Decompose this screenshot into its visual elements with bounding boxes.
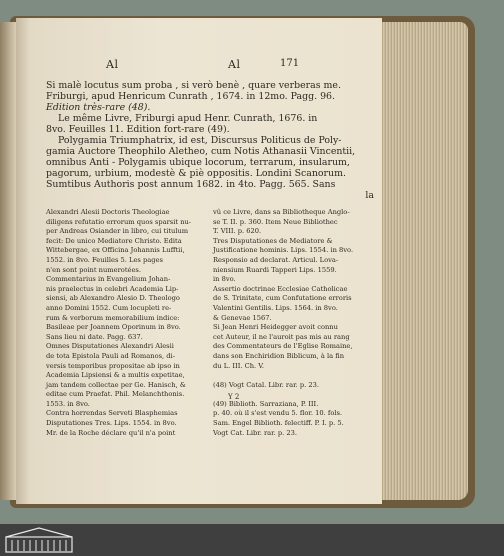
note-line: Omnes Disputationes Alexandri Alesii [46, 342, 174, 351]
note-line: de S. Trinitate, cum Confutatione erroris [213, 294, 352, 303]
note-line: diligens refutatio errorum quos sparsit nu- [46, 217, 192, 226]
text-line: 8vo. Feuilles 11. Edition fort-rare (49). [46, 124, 230, 135]
note-line: Mr. de la Roche déclare qu'il n'a point [46, 428, 176, 437]
text-line: Sumtibus Authoris post annum 1682. in 4to. Pagg. 565. Sans [46, 179, 336, 190]
note-line: Academia Lipsiensi & a multis expetitae, [46, 371, 185, 380]
note-line: Justificatione hominis. Lips. 1554. in 8vo. [213, 246, 354, 255]
note-line: Basileae per Joannem Oporinum in 8vo. [46, 323, 181, 332]
note-line: Commentarius in Evangelium Johan- [46, 275, 171, 284]
note-line [213, 371, 381, 381]
note-line: Contra horrendas Serveti Blasphemias [46, 409, 178, 418]
text-line: Friburgi, apud Henricum Cunrath , 1674. in 12mo. Pagg. 96. [46, 91, 335, 102]
note-line: Vogt Cat. Libr. rar. p. 23. [213, 428, 298, 437]
page-edges [378, 22, 468, 500]
footer-bar [0, 524, 504, 556]
notes-column-right [213, 208, 381, 438]
note-line: anno Domini 1552. Cum locupleti re- [46, 303, 172, 312]
note-line: Tres Disputationes de Mediatore & [213, 236, 333, 245]
note-line: per Andreas Osiander in libro, cui titulum [46, 227, 189, 236]
note-line: 1553. in 8vo. [46, 399, 90, 408]
note-line: jam tandem collectae per Ge. Hanisch, & [46, 380, 186, 389]
note-line: cet Auteur, il ne l'auroit pas mis au rang [213, 332, 350, 341]
note-line: p. 40. où il s'est vendu 5. flor. 10. fols. [213, 409, 343, 418]
text-line: pagorum, urbium, modestè & piè oppositis. Londini Scanorum. [46, 168, 346, 179]
note-line: niensium Ruardi Tapperi Lips. 1559. [213, 265, 337, 274]
note-line: n'en sont point numerotées. [46, 265, 141, 274]
text-line: Le même Livre, Friburgi apud Henr. Cunrath, 1676. in [58, 113, 318, 124]
note-line: de tota Epistola Pauli ad Romanos, di- [46, 351, 175, 360]
note-line: Sans lieu ni date. Pagg. 637. [46, 332, 143, 341]
running-head-left: Al [106, 58, 119, 71]
note-line: 1552. in 8vo. Feuilles 5. Les pages [46, 255, 163, 264]
running-head-right: Al [228, 58, 241, 71]
note-line: siensi, ab Alexandro Alesio D. Theologo [46, 294, 180, 303]
left-page-edge [0, 22, 16, 500]
note-line: editae cum Praefat. Phil. Melanchthonis. [46, 390, 185, 399]
note-line: & Genevae 1567. [213, 313, 272, 322]
note-line: nis praelectus in celebri Academia Lip- [46, 284, 179, 293]
text-line: gamia Auctore Theophilo Aletheo, cum Notis Athanasii Vincentii, [46, 146, 356, 157]
note-line: des Commentateurs de l'Eglise Romaine, [213, 342, 353, 351]
note-line: vû ce Livre, dans sa Bibliotheque Anglo- [213, 208, 350, 216]
note-line: Alexandri Alesii Doctoris Theologiae [46, 208, 170, 216]
book-page [16, 18, 382, 504]
catchword: la [365, 190, 374, 201]
text-line: Edition très-rare (48). [46, 102, 151, 113]
text-line: Si malè locutus sum proba , si verò benè , quare verberas me. [46, 80, 341, 91]
page-number: 171 [280, 58, 300, 69]
note-line: T. VIII. p. 620. [213, 227, 262, 236]
signature-mark: Y 2 [228, 393, 240, 401]
note-line: Disputationes Tres. Lips. 1554. in 8vo. [46, 419, 177, 428]
text-line: omnibus Anti - Polygamis ubique locorum, terrarum, insularum, [46, 157, 350, 168]
note-line: versis temporibus propositae ab ipso in [46, 361, 180, 370]
note-line: Sam. Engel Biblioth. felectiff. P. I. p. 5. [213, 419, 344, 428]
note-line: Assertio doctrinae Ecclesiae Catholicae [213, 284, 348, 293]
note-line: dans son Enchiridion Biblicum, à la fin [213, 351, 345, 360]
note-line: in 8vo. [213, 275, 236, 284]
note-line: fecit: De unico Mediatore Christo. Edita [46, 236, 182, 245]
note-line: Responsio ad declarat. Articul. Lova- [213, 255, 339, 264]
note-line: (48) Vogt Catal. Libr. rar. p. 23. [213, 380, 319, 389]
note-line: Valentini Gentilis. Lips. 1564. in 8vo. [213, 303, 338, 312]
note-line: du L. III. Ch. V. [213, 361, 265, 370]
note-line: Si Jean Henri Heidegger avoit connu [213, 323, 338, 332]
notes-column-left [46, 208, 206, 438]
note-line: se T. II. p. 360. Item Neue Bibliothec [213, 217, 338, 226]
main-text [46, 80, 380, 201]
note-line: Wittebergae, ex Officina Johannis Lufftii, [46, 246, 185, 255]
note-line: (49) Biblioth. Sarraziana, P. III. [213, 399, 319, 408]
text-line: Polygamia Triumphatrix, id est, Discursus Politicus de Poly- [58, 135, 342, 146]
library-building-icon [4, 526, 74, 554]
note-line: rum & verborum memorabilium indice: [46, 313, 180, 322]
